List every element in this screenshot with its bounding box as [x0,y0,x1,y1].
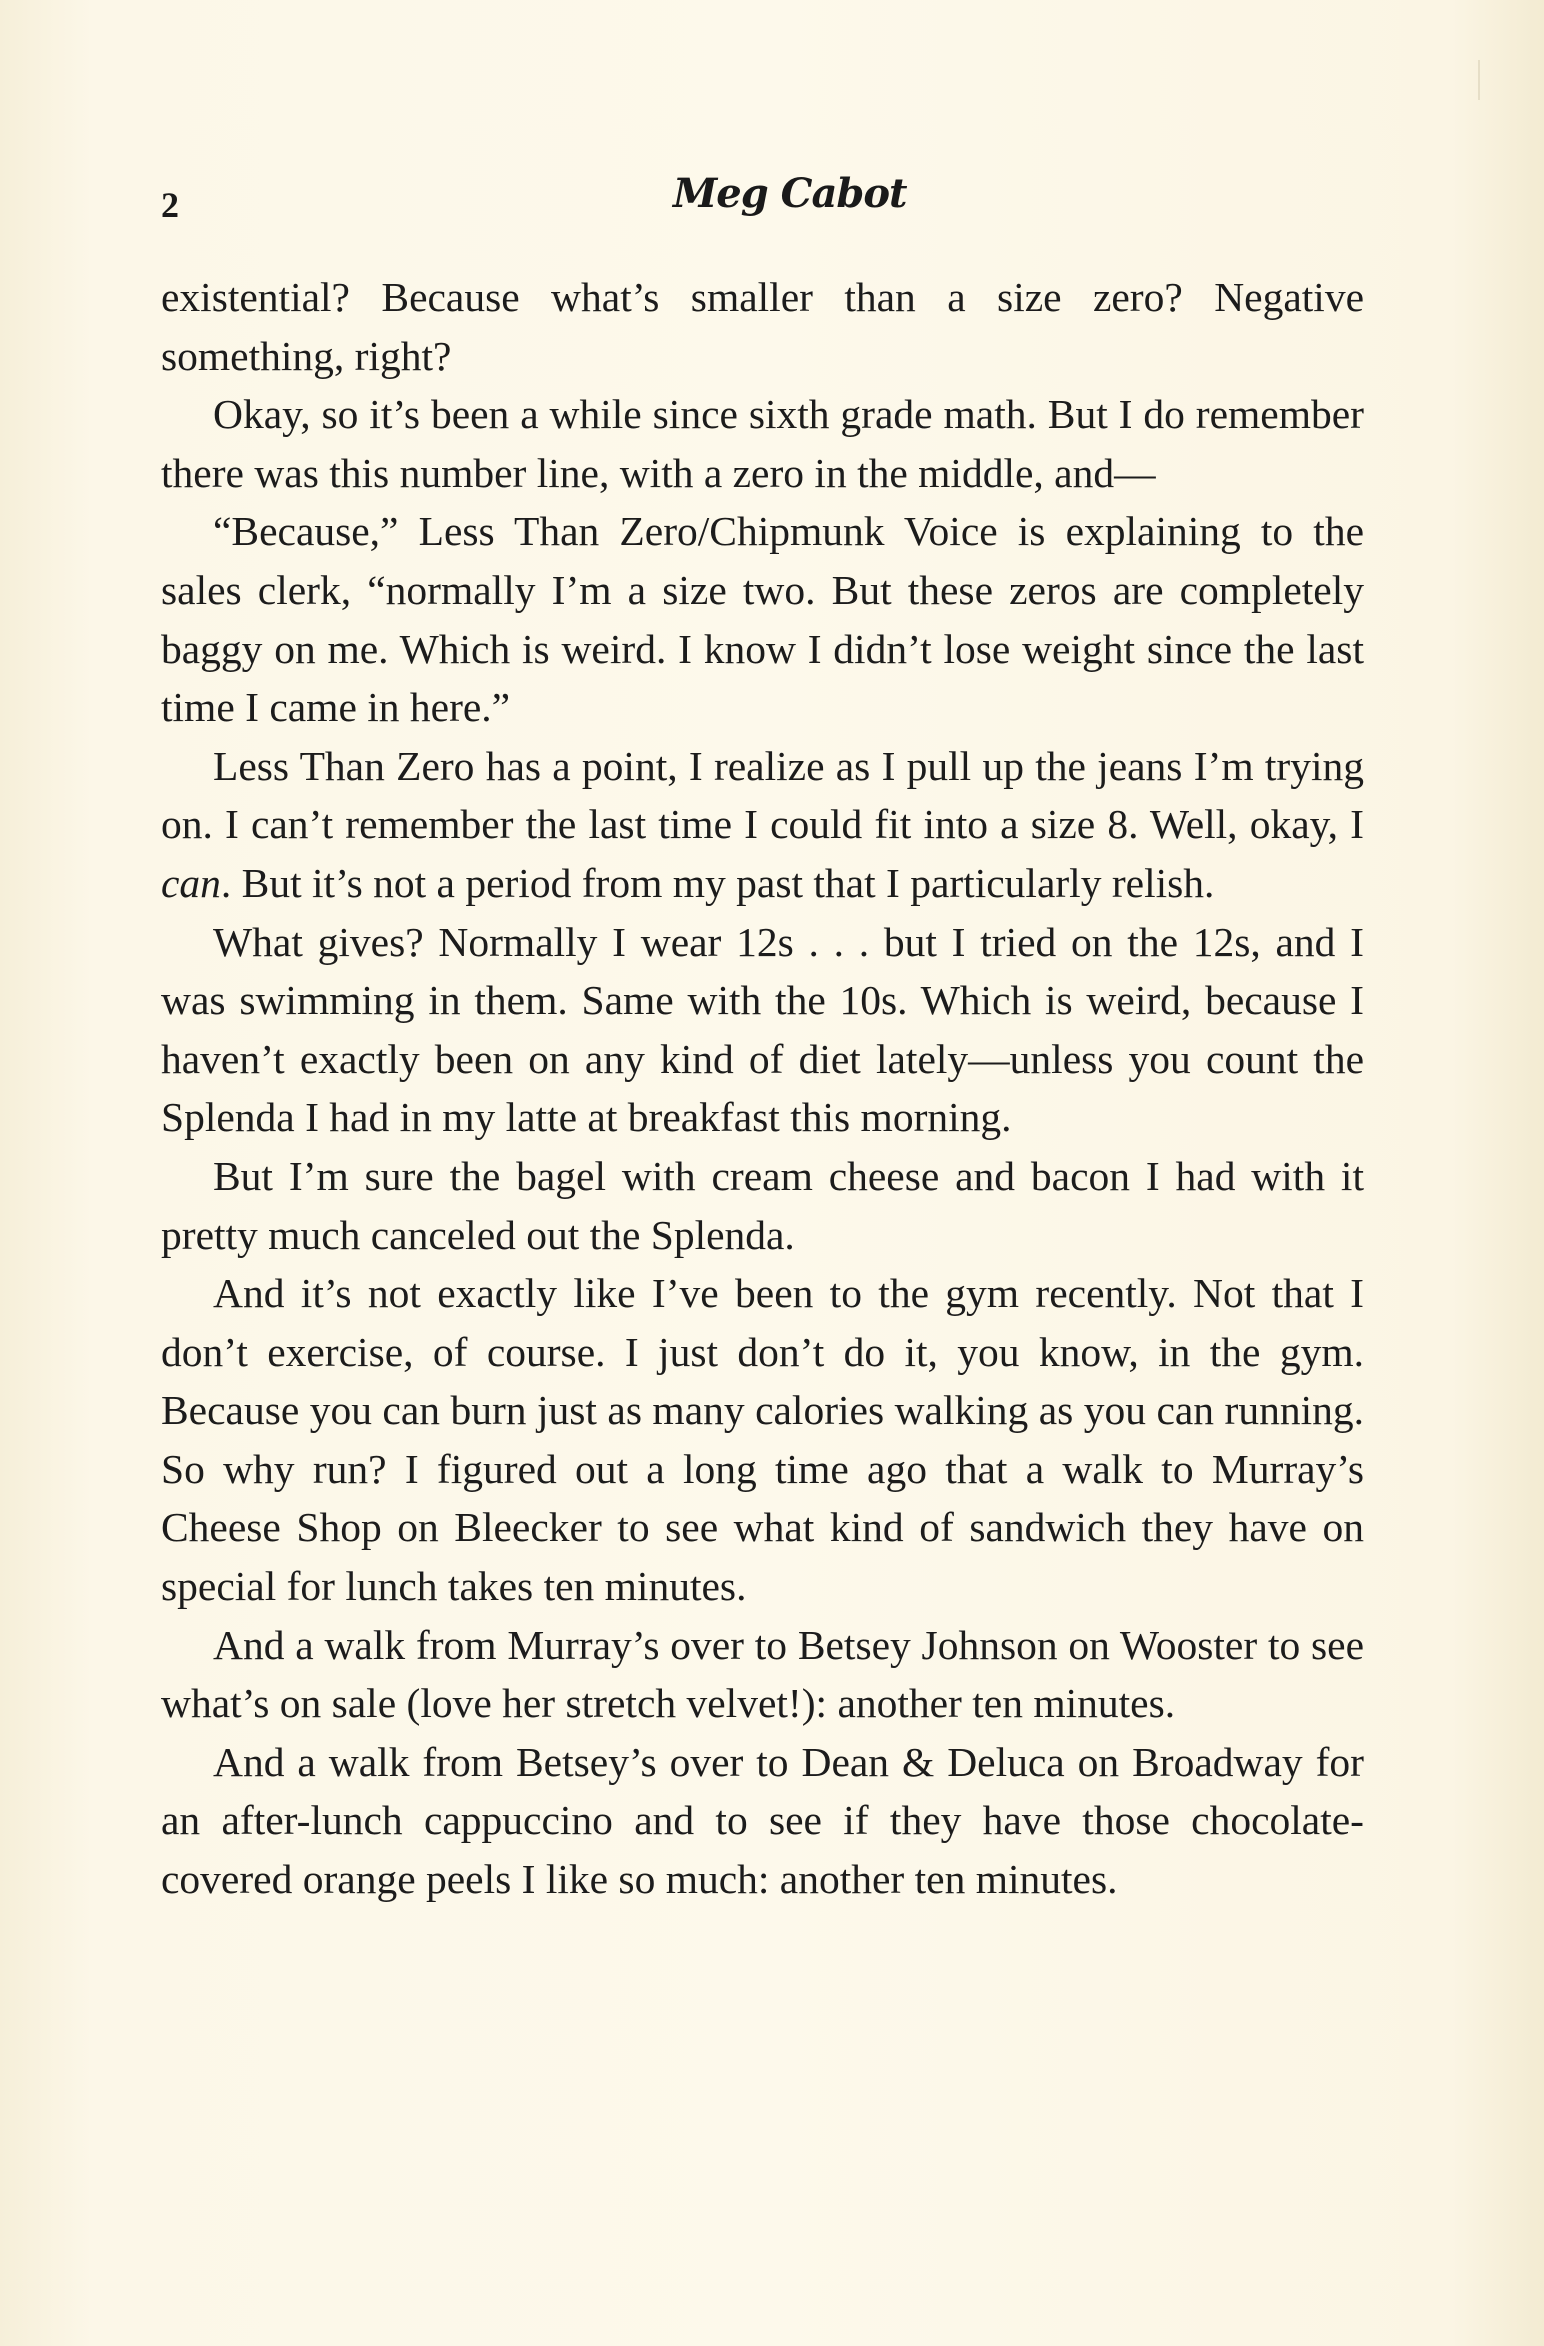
paragraph: And a walk from Murray’s over to Betsey Johnson on Wooster to see what’s on sale (love her stretch velvet!): another ten minutes. [161,1621,1364,1727]
paragraph: But I’m sure the bagel with cream cheese and bacon I had with it pretty much canceled out the Splenda. [161,1152,1364,1258]
paragraph: Okay, so it’s been a while since sixth grade math. But I do remember there was this number line, with a zero in the middle, and— [161,391,1364,496]
page-crease [1478,60,1480,100]
page-header [161,170,1361,240]
paragraph-text: Less Than Zero has a point, I realize as I pull up the jeans I’m trying on. I can’t remember the last time I could fit into a size 8. Well, okay, I [161,742,1364,848]
paragraph [161,737,1364,913]
paragraph: And it’s not exactly like I’ve been to the gym recently. Not that I don’t exercise, of course. I just don’t do it, you know, in the gym. Because you can burn just as many calories walking as you can running. So why run? I figured out a long time ago that a walk to Murray’s Cheese Shop on Bleecker to see what kind of sandwich they have on special for lunch takes ten minutes. [161,1270,1364,1610]
paragraph: What gives? Normally I wear 12s . . . but I tried on the 12s, and I was swimming in them. Same with the 10s. Which is weird, because I haven’t exactly been on any kind of diet lately—unless you count the Splenda I had in my latte at breakfast this morning. [161,918,1364,1141]
paragraph-text: . But it’s not a period from my past that I particularly relish. [220,859,1215,906]
paragraph: “Because,” Less Than Zero/Chipmunk Voice is explaining to the sales clerk, “normally I’m a size two. But these zeros are completely baggy on me. Which is weird. I know I didn’t lose weight since the last time I came in here.” [161,508,1364,731]
paragraph: existential? Because what’s smaller than a size zero? Negative something, right? [161,274,1364,379]
emphasis-text: can [161,859,221,906]
paragraph: And a walk from Betsey’s over to Dean & Deluca on Broadway for an after-lunch cappuccino and to see if they have those chocolate-covered orange peels I like so much: another ten minutes. [161,1738,1364,1903]
page-number: 2 [161,185,179,225]
running-head-author: Meg Cabot [673,170,907,217]
body-text [161,268,1364,1909]
